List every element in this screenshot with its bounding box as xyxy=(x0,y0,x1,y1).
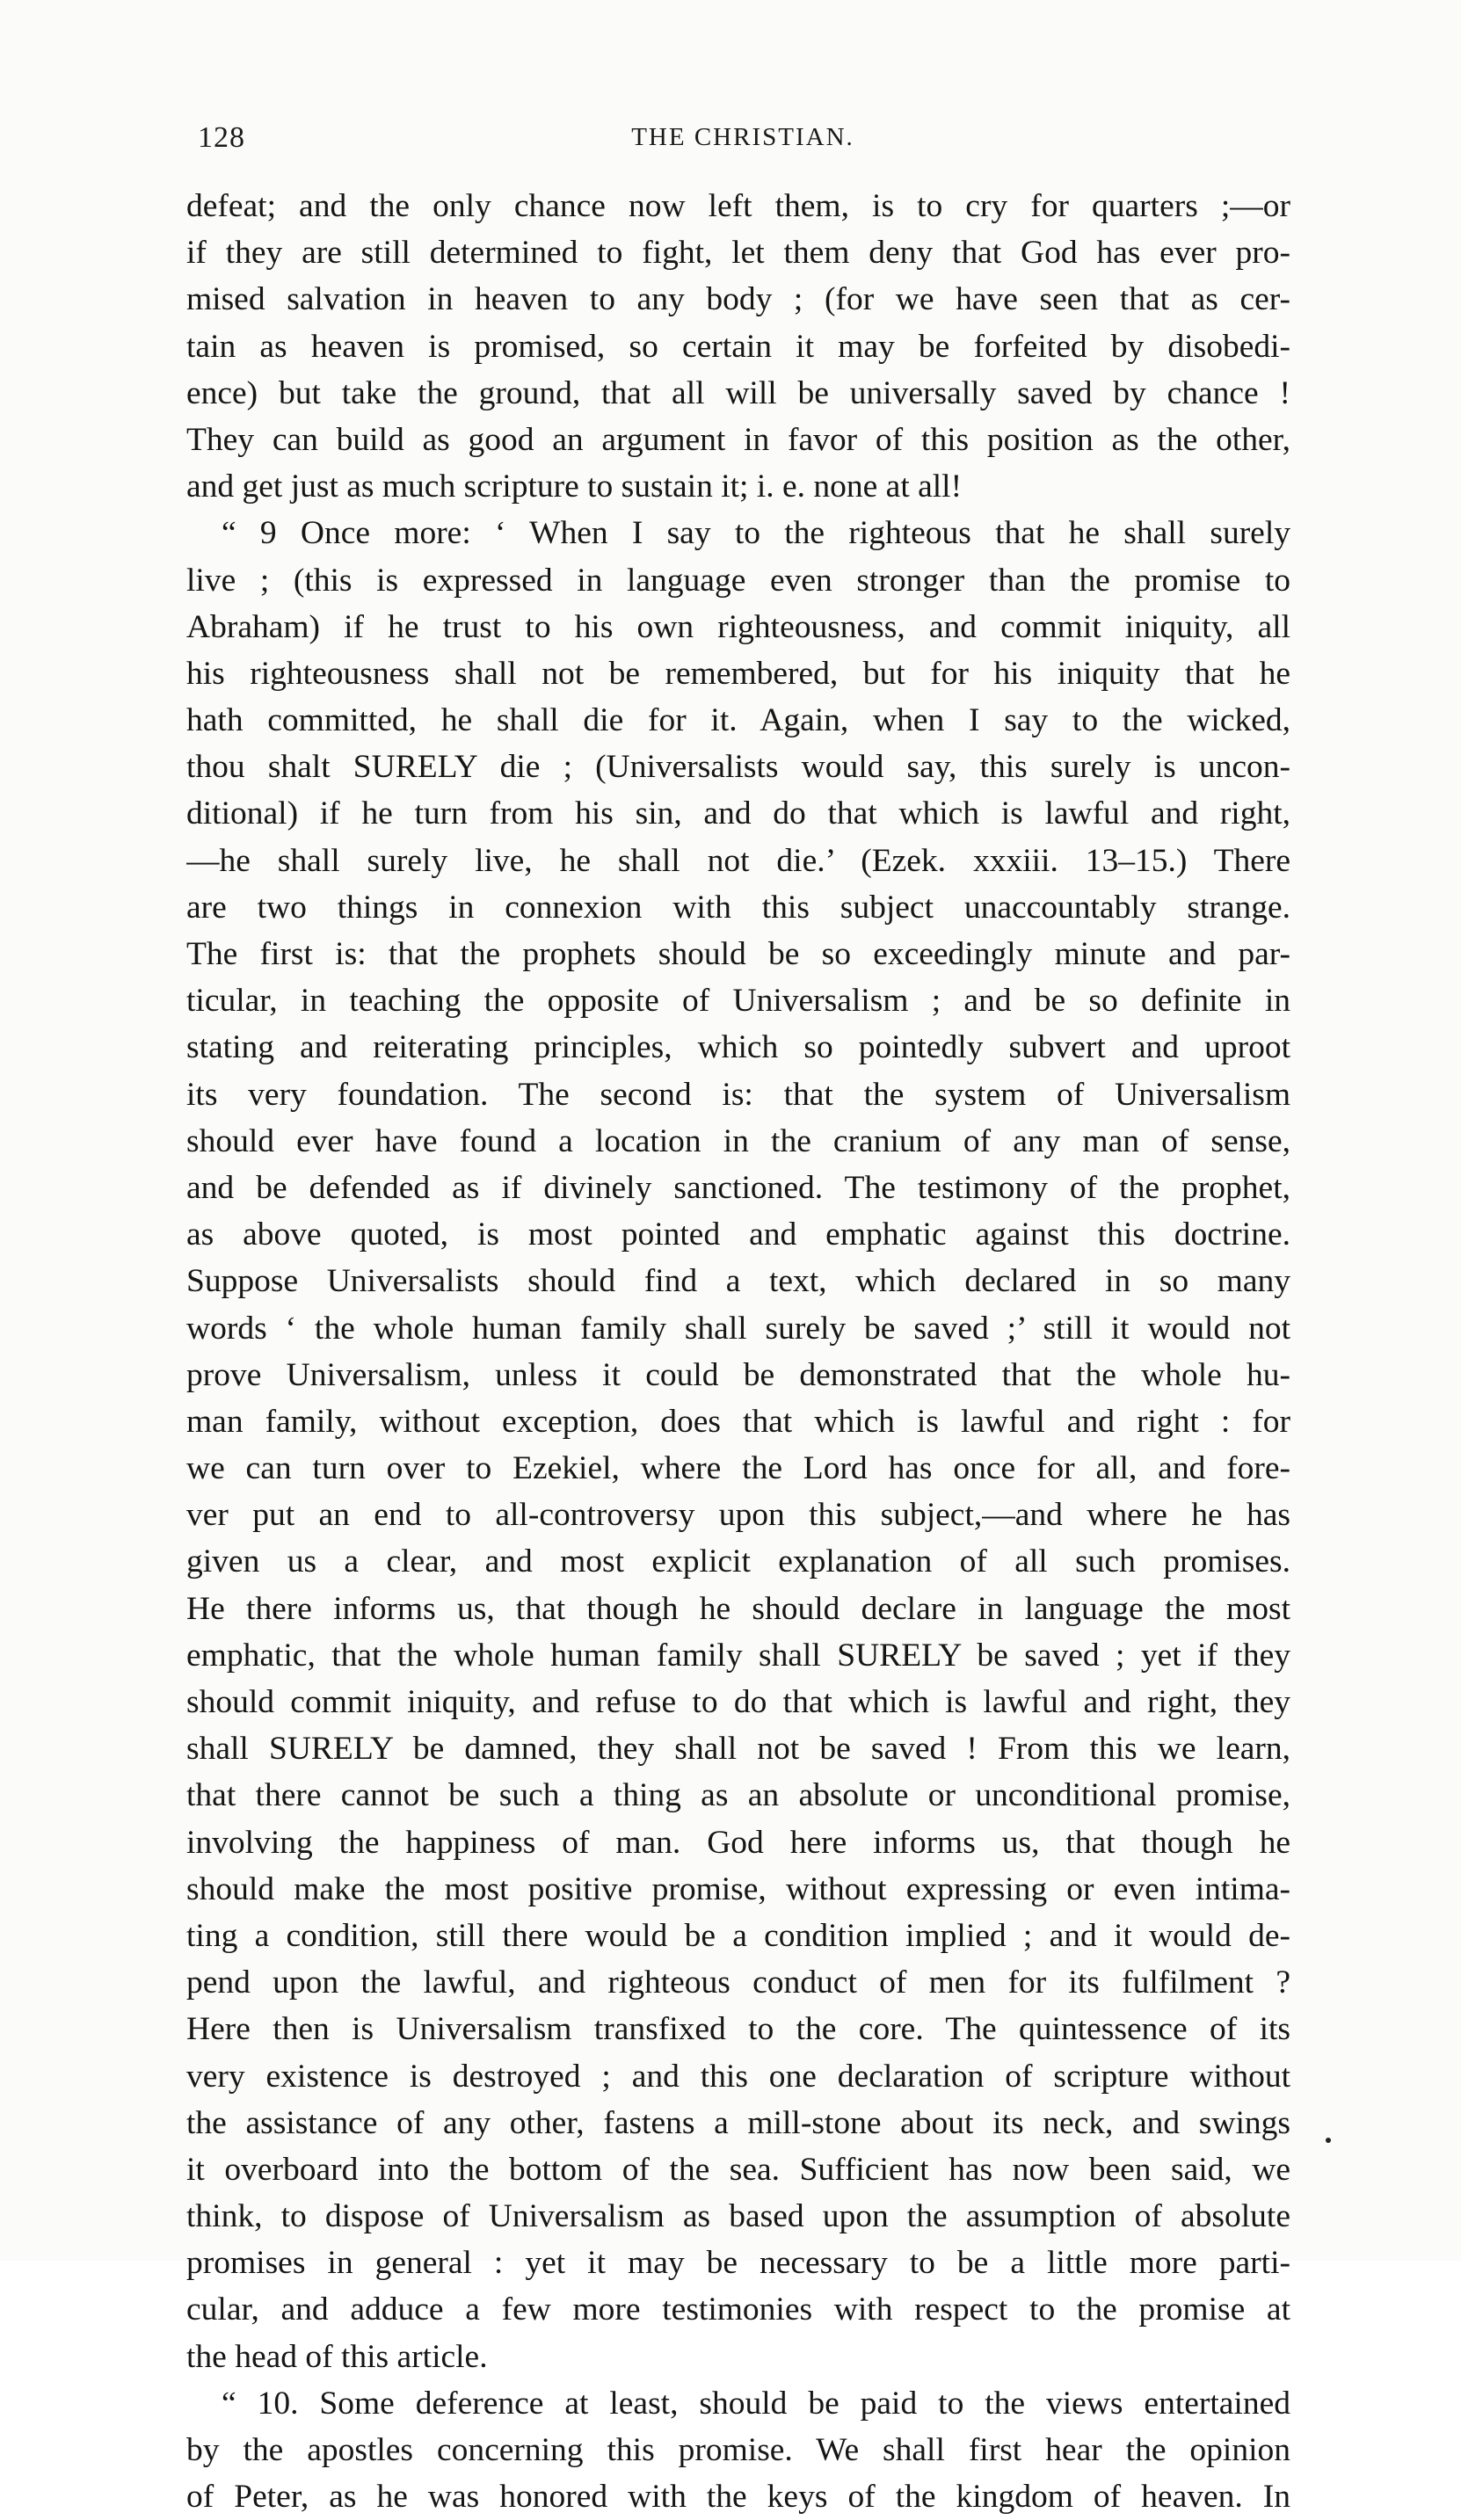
text-line: “ 9 Once more: ‘ When I say to the righteous that he shall surely xyxy=(222,515,1290,552)
text-line: live ; (this is expressed in language even stronger than the promise to xyxy=(186,562,1290,599)
text-line: given us a clear, and most explicit explanation of all such promises. xyxy=(186,1543,1290,1580)
text-line: we can turn over to Ezekiel, where the Lord has once for all, and fore- xyxy=(186,1450,1290,1487)
page-header xyxy=(198,121,1288,160)
text-line: defeat; and the only chance now left them, is to cry for quarters ;—or xyxy=(186,188,1290,224)
text-line: ditional) if he turn from his sin, and do that which is lawful and right, xyxy=(186,795,1290,832)
text-line: involving the happiness of man. God here informs us, that though he xyxy=(186,1824,1290,1861)
text-line: prove Universalism, unless it could be demonstrated that the whole hu- xyxy=(186,1356,1290,1393)
text-line: the assistance of any other, fastens a mill-stone about its neck, and swings xyxy=(186,2104,1290,2141)
text-line: mised salvation in heaven to any body ; (for we have seen that as cer- xyxy=(186,281,1290,318)
text-line: —he shall surely live, he shall not die.’ (Ezek. xxxiii. 13–15.) There xyxy=(186,842,1290,879)
text-line: stating and reiterating principles, which so pointedly subvert and uproot xyxy=(186,1029,1290,1066)
text-line: and be defended as if divinely sanctioned. The testimony of the prophet, xyxy=(186,1169,1290,1206)
text-line: words ‘ the whole human family shall surely be saved ;’ still it would not xyxy=(186,1310,1290,1347)
text-line: Abraham) if he trust to his own righteousness, and commit iniquity, all xyxy=(186,608,1290,645)
text-line: of Peter, as he was honored with the keys of the kingdom of heaven. In xyxy=(186,2479,1290,2516)
text-line: cular, and adduce a few more testimonies with respect to the promise at xyxy=(186,2291,1290,2328)
text-line: ting a condition, still there would be a condition implied ; and it would de- xyxy=(186,1917,1290,1954)
text-line: are two things in connexion with this subject unaccountably strange. xyxy=(186,889,1290,926)
ink-speck xyxy=(1326,2138,1331,2143)
text-line: tain as heaven is promised, so certain it may be forfeited by disobedi- xyxy=(186,328,1290,365)
text-line: man family, without exception, does that which is lawful and right : for xyxy=(186,1403,1290,1440)
text-line: promises in general : yet it may be necessary to be a little more parti- xyxy=(186,2245,1290,2282)
text-line: his righteousness shall not be remembered, but for his iniquity that he xyxy=(186,655,1290,692)
text-line: as above quoted, is most pointed and emphatic against this doctrine. xyxy=(186,1216,1290,1253)
text-line: “ 10. Some deference at least, should be paid to the views entertained xyxy=(222,2385,1290,2422)
text-line: ver put an end to all-controversy upon this subject,—and where he has xyxy=(186,1497,1290,1534)
text-line: emphatic, that the whole human family shall SURELY be saved ; yet if they xyxy=(186,1637,1290,1674)
text-line: if they are still determined to fight, let them deny that God has ever pro- xyxy=(186,235,1290,272)
text-line: should make the most positive promise, without expressing or even intima- xyxy=(186,1870,1290,1907)
text-line: and get just as much scripture to sustain it; i. e. none at all! xyxy=(186,468,963,505)
text-line: think, to dispose of Universalism as based upon the assumption of absolute xyxy=(186,2198,1290,2235)
text-line: it overboard into the bottom of the sea. Sufficient has now been said, we xyxy=(186,2151,1290,2188)
text-line: its very foundation. The second is: that the system of Universalism xyxy=(186,1076,1290,1113)
text-line: shall SURELY be damned, they shall not be saved ! From this we learn, xyxy=(186,1731,1290,1768)
text-line: the head of this article. xyxy=(186,2338,488,2375)
text-line: ence) but take the ground, that all will be universally saved by chance ! xyxy=(186,374,1290,411)
text-line: He there informs us, that though he should declare in language the most xyxy=(186,1590,1290,1627)
running-title: THE CHRISTIAN. xyxy=(631,123,854,151)
text-line: The first is: that the prophets should be so exceedingly minute and par- xyxy=(186,936,1290,972)
text-line: hath committed, he shall die for it. Again, when I say to the wicked, xyxy=(186,702,1290,739)
page-number: 128 xyxy=(198,121,245,154)
body-text xyxy=(186,183,1290,2520)
text-line: should commit iniquity, and refuse to do that which is lawful and right, they xyxy=(186,1684,1290,1720)
text-line: Suppose Universalists should find a text, which declared in so many xyxy=(186,1263,1290,1300)
text-line: thou shalt SURELY die ; (Universalists would say, this surely is uncon- xyxy=(186,749,1290,786)
text-line: by the apostles concerning this promise. We shall first hear the opinion xyxy=(186,2432,1290,2468)
text-line: ticular, in teaching the opposite of Universalism ; and be so definite in xyxy=(186,983,1290,1020)
text-line: pend upon the lawful, and righteous conduct of men for its fulfilment ? xyxy=(186,1964,1290,2001)
text-line: Here then is Universalism transfixed to the core. The quintessence of its xyxy=(186,2011,1290,2048)
text-line: very existence is destroyed ; and this one declaration of scripture without xyxy=(186,2058,1290,2095)
text-line: that there cannot be such a thing as an absolute or unconditional promise, xyxy=(186,1777,1290,1814)
text-line: They can build as good an argument in favor of this position as the other, xyxy=(186,421,1290,458)
text-line: should ever have found a location in the cranium of any man of sense, xyxy=(186,1122,1290,1159)
